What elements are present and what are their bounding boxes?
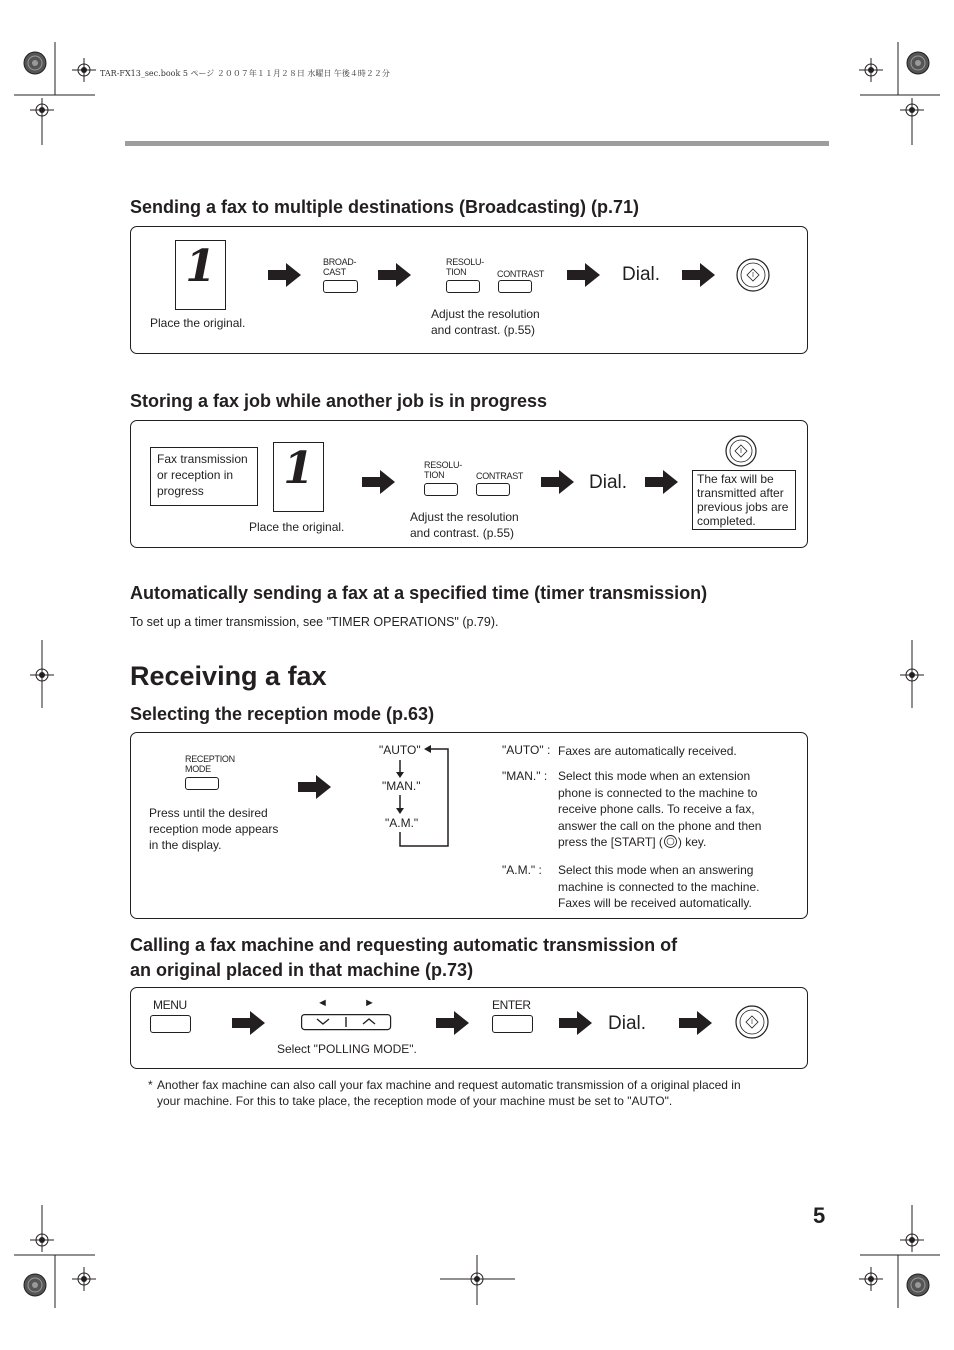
reception-mode-box <box>130 732 808 919</box>
storing-procedure-box <box>130 420 808 548</box>
dial-label: Dial. <box>589 472 628 493</box>
arrow-right-icon <box>645 470 679 494</box>
start-key-icon[interactable] <box>734 1004 770 1040</box>
arrow-right-icon <box>298 775 332 799</box>
menu-key-label: MENU <box>153 998 187 1012</box>
storing-title: Storing a fax job while another job is in progress <box>130 391 548 411</box>
transmitted-after-note: The fax will be transmitted after previous jobs are completed. <box>692 470 796 530</box>
mode-cycle-arrows <box>393 743 453 851</box>
contrast-key-label: CONTRAST <box>476 471 524 481</box>
resolution-key[interactable] <box>446 280 480 293</box>
page-number: 5 <box>813 1203 826 1228</box>
start-key-icon[interactable] <box>724 434 758 468</box>
broadcast-key-label: BROAD- CAST <box>323 257 357 277</box>
cycle-auto-label: "AUTO" <box>379 743 421 757</box>
polling-procedure-box <box>130 987 808 1069</box>
broadcast-title: Sending a fax to multiple destinations (Broadcasting) (p.71) <box>130 197 640 217</box>
footnote-text: Another fax machine can also call your fax machine and request automatic transmission of a original placed in your machine. For this to take place, the reception mode of your machine must be set to "AUTO". <box>157 1078 741 1108</box>
arrow-right-icon <box>541 470 575 494</box>
top-rule <box>125 141 829 146</box>
contrast-key[interactable] <box>498 280 532 293</box>
mode-auto-label: "AUTO" : <box>502 743 551 757</box>
enter-key-label: ENTER <box>492 998 531 1012</box>
polling-title: Calling a fax machine and requesting automatic transmission of an original placed in that machine (p.73) <box>130 935 678 980</box>
arrow-right-icon <box>268 263 302 287</box>
reception-mode-subtitle: Selecting the reception mode (p.63) <box>130 704 435 724</box>
mode-auto-desc: Faxes are automatically received. <box>558 744 737 758</box>
start-key-icon[interactable] <box>735 257 771 293</box>
mode-man-label: "MAN." : <box>502 769 548 783</box>
header-file-info: TAR-FX13_sec.book 5 ページ ２００７年１１月２８日 水曜日 午後４時２２分 <box>100 69 390 78</box>
arrow-right-icon <box>559 1011 593 1035</box>
original-document-icon: 1 <box>175 240 226 310</box>
place-original-label: Place the original. <box>249 520 345 534</box>
place-original-label: Place the original. <box>150 316 246 330</box>
timer-title: Automatically sending a fax at a specified time (timer transmission) <box>130 583 708 603</box>
press-until-note: Press until the desired reception mode appears in the display. <box>149 806 279 852</box>
start-key-icon <box>663 835 678 848</box>
dial-label: Dial. <box>608 1013 647 1034</box>
menu-key[interactable] <box>150 1015 191 1033</box>
timer-body: To set up a timer transmission, see "TIMER OPERATIONS" (p.79). <box>130 615 499 629</box>
mode-am-label: "A.M." : <box>502 863 542 877</box>
mode-am-desc: Select this mode when an answering machine is connected to the machine. Faxes will be received automatically. <box>558 863 760 911</box>
resolution-key-label: RESOLU- TION <box>446 257 484 277</box>
enter-key[interactable] <box>492 1015 533 1033</box>
reception-mode-key[interactable] <box>185 777 219 790</box>
adjust-resolution-note: Adjust the resolution and contrast. (p.55) <box>410 510 519 540</box>
arrow-right-icon <box>567 263 601 287</box>
original-document-icon: 1 <box>273 442 324 512</box>
left-arrow-label: ◄ <box>317 997 328 1009</box>
dial-label: Dial. <box>622 264 661 285</box>
adjust-resolution-note: Adjust the resolution and contrast. (p.55) <box>431 307 540 337</box>
right-arrow-label: ► <box>364 997 375 1009</box>
arrow-keys[interactable] <box>301 1014 393 1032</box>
arrow-right-icon <box>362 470 396 494</box>
select-polling-note: Select "POLLING MODE". <box>277 1042 417 1056</box>
resolution-key-label: RESOLU- TION <box>424 460 462 480</box>
arrow-right-icon <box>436 1011 470 1035</box>
arrow-right-icon <box>682 263 716 287</box>
mode-man-desc: Select this mode when an extension phone is connected to the machine to receive phone calls. To receive a fax, answer the call on the phone and then press the [START] ( ) key. <box>558 769 762 850</box>
in-progress-note: Fax transmission or reception in progress <box>150 447 258 506</box>
broadcast-procedure-box <box>130 226 808 354</box>
arrow-right-icon <box>378 263 412 287</box>
receiving-title: Receiving a fax <box>130 661 327 691</box>
cycle-am-label: "A.M." <box>385 816 419 830</box>
broadcast-key[interactable] <box>323 280 358 293</box>
arrow-right-icon <box>679 1011 713 1035</box>
resolution-key[interactable] <box>424 483 458 496</box>
press-start-line: press the [START] ( ) key. <box>558 835 707 850</box>
cycle-man-label: "MAN." <box>382 779 421 793</box>
reception-mode-key-label: RECEPTION MODE <box>185 754 235 774</box>
contrast-key[interactable] <box>476 483 510 496</box>
arrow-right-icon <box>232 1011 266 1035</box>
contrast-key-label: CONTRAST <box>497 269 545 279</box>
footnote-star: * <box>148 1078 153 1092</box>
